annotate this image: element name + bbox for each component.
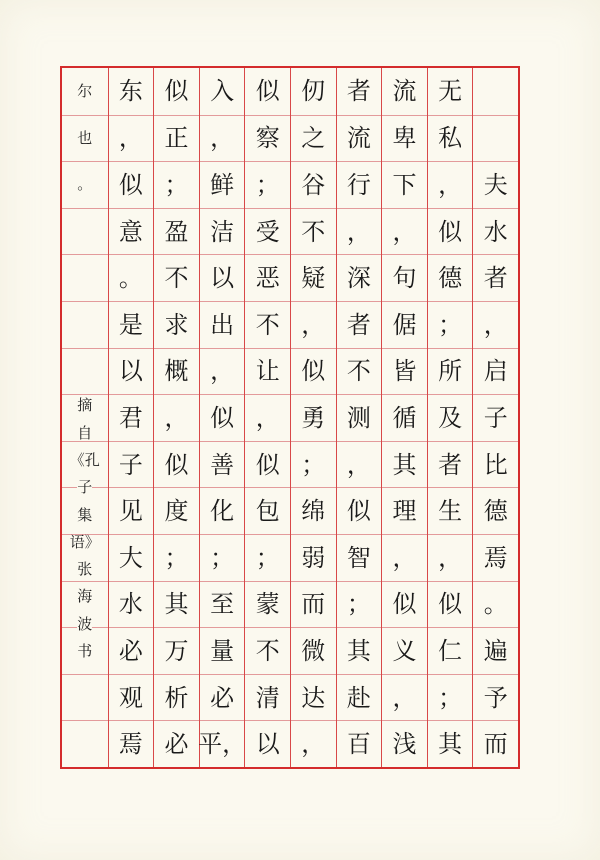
grid-cell: 量 [200, 627, 245, 674]
grid-cell: ， [428, 534, 473, 581]
grid-cell: 似 [428, 581, 473, 628]
grid-cell: 以 [200, 254, 245, 301]
grid-cell: 出 [200, 301, 245, 348]
grid-cell: ， [109, 115, 154, 162]
grid-cell: 谷 [291, 161, 336, 208]
grid-cell: 私 [428, 115, 473, 162]
grid-cell: 德 [473, 487, 518, 534]
grid-cell: 仁 [428, 627, 473, 674]
grid-cell: 流 [392, 77, 417, 106]
grid-cell: 至 [200, 581, 245, 628]
grid-cell: 必 [109, 627, 154, 674]
grid-cell: 是 [109, 301, 154, 348]
grid-cell: 者 [428, 441, 473, 488]
grid-column-7 [336, 68, 382, 767]
grid-cell: 受 [245, 208, 290, 255]
grid-cell: 似 [337, 487, 382, 534]
grid-cell: 义 [382, 627, 427, 674]
grid-cell [62, 720, 108, 767]
grid-cell: 皆 [382, 348, 427, 395]
grid-cell [62, 348, 108, 395]
grid-cell: 似 [245, 441, 290, 488]
grid-cell [62, 674, 108, 721]
grid-cell: 。 [62, 161, 108, 208]
grid-cell: 水 [473, 208, 518, 255]
grid-column-4 [199, 68, 245, 767]
grid-cell: 生 [428, 487, 473, 534]
grid-cell: ， [154, 394, 199, 441]
grid-cell: 焉 [109, 720, 154, 767]
grid-cell: 赴 [337, 674, 382, 721]
grid-column-6 [290, 68, 336, 767]
attribution-char: 书 [77, 642, 93, 661]
grid-cell: 理 [382, 487, 427, 534]
grid-cell: 必 [200, 674, 245, 721]
grid-cell: 入 [210, 77, 235, 106]
grid-cell: 而 [473, 720, 518, 767]
grid-cell: 不 [291, 208, 336, 255]
attribution-char: 语》 [69, 532, 100, 551]
grid-cell: 似 [382, 581, 427, 628]
grid-cell: 疑 [291, 254, 336, 301]
grid-cell: 句 [382, 254, 427, 301]
grid-cell: ； [428, 674, 473, 721]
grid-cell: 达 [291, 674, 336, 721]
grid-column-1 [62, 68, 108, 767]
grid-cell: 深 [337, 254, 382, 301]
grid-cell: 似 [109, 161, 154, 208]
grid-cell: 循 [382, 394, 427, 441]
grid-cell: 君 [109, 394, 154, 441]
grid-cell: 德 [428, 254, 473, 301]
grid-cell: 仞 [301, 77, 326, 106]
grid-cell: 万 [154, 627, 199, 674]
grid-cell: ， [337, 441, 382, 488]
grid-cell: 。 [473, 581, 518, 628]
grid-cell: 洁 [200, 208, 245, 255]
grid-cell: 弱 [291, 534, 336, 581]
grid-cell: ， [291, 720, 336, 767]
grid-cell: ； [291, 441, 336, 488]
grid-cell: ； [428, 301, 473, 348]
grid-cell: 以 [109, 348, 154, 395]
grid-cell: ， [382, 674, 427, 721]
grid-cell: 蒙 [245, 581, 290, 628]
grid-cell: 似 [200, 394, 245, 441]
grid-cell: 下 [382, 161, 427, 208]
grid-cell: 求 [154, 301, 199, 348]
grid-cell: 者 [337, 301, 382, 348]
grid-cell: 似 [164, 77, 189, 106]
grid-cell: ； [154, 534, 199, 581]
grid-cell: 包 [245, 487, 290, 534]
grid-cell: 也 [62, 115, 108, 162]
grid-cell: 似 [154, 441, 199, 488]
character-grid [62, 68, 518, 767]
grid-cell: 者 [473, 254, 518, 301]
grid-cell: 意 [109, 208, 154, 255]
grid-cell: 而 [291, 581, 336, 628]
grid-cell: 勇 [291, 394, 336, 441]
grid-cell: 予 [473, 674, 518, 721]
grid-cell: ； [200, 534, 245, 581]
grid-cell: 所 [428, 348, 473, 395]
grid-cell: ； [245, 534, 290, 581]
grid-cell: 清 [245, 674, 290, 721]
grid-cell: 善 [200, 441, 245, 488]
grid-column-3 [153, 68, 199, 767]
calligraphy-grid-sheet [60, 66, 520, 769]
attribution-char: 自 [77, 423, 93, 442]
grid-cell: 绵 [291, 487, 336, 534]
grid-cell: ， [428, 161, 473, 208]
grid-cell: 让 [245, 348, 290, 395]
grid-cell: 以 [245, 720, 290, 767]
grid-cell: 其 [382, 441, 427, 488]
grid-cell: ， [382, 208, 427, 255]
grid-cell: 微 [291, 627, 336, 674]
grid-cell: 。 [109, 254, 154, 301]
grid-cell: 启 [473, 348, 518, 395]
grid-cell: 智 [337, 534, 382, 581]
grid-cell: 概 [154, 348, 199, 395]
grid-cell [62, 301, 108, 348]
grid-cell: 见 [109, 487, 154, 534]
grid-cell: 度 [154, 487, 199, 534]
attribution-char: 张 [77, 560, 93, 579]
grid-cell: 不 [245, 301, 290, 348]
grid-cell: ； [245, 161, 290, 208]
grid-cell: 不 [245, 627, 290, 674]
grid-cell: ， [473, 301, 518, 348]
grid-cell: 不 [337, 348, 382, 395]
grid-cell: ， [337, 208, 382, 255]
grid-cell: 似 [291, 348, 336, 395]
grid-cell: 浅 [382, 720, 427, 767]
grid-cell: 东 [118, 77, 143, 106]
grid-cell: 其 [337, 627, 382, 674]
grid-cell: 其 [154, 581, 199, 628]
grid-cell: 似 [255, 77, 280, 106]
grid-column-10 [472, 68, 518, 767]
grid-cell: 化 [200, 487, 245, 534]
grid-cell: 焉 [473, 534, 518, 581]
grid-cell: 其 [428, 720, 473, 767]
attribution-char: 子 [77, 478, 93, 497]
attribution-note [62, 398, 108, 659]
grid-cell: 子 [109, 441, 154, 488]
grid-cell: 不 [154, 254, 199, 301]
grid-cell: 流 [337, 115, 382, 162]
grid-cell: 水 [109, 581, 154, 628]
attribution-char: 《孔 [69, 450, 100, 469]
grid-cell: ， [200, 348, 245, 395]
grid-column-9 [427, 68, 473, 767]
grid-cell: 恶 [245, 254, 290, 301]
grid-cell: 比 [473, 441, 518, 488]
grid-cell: ； [154, 161, 199, 208]
grid-cell: 观 [109, 674, 154, 721]
grid-cell [62, 254, 108, 301]
grid-cell: ， [200, 115, 245, 162]
grid-cell: 行 [337, 161, 382, 208]
grid-cell: 百 [337, 720, 382, 767]
grid-column-8 [381, 68, 427, 767]
grid-cell: 子 [473, 394, 518, 441]
grid-cell: 必 [154, 720, 199, 767]
grid-cell: 平， [200, 720, 245, 767]
grid-column-2 [108, 68, 154, 767]
grid-cell: 盈 [154, 208, 199, 255]
grid-cell: 测 [337, 394, 382, 441]
grid-cell [62, 208, 108, 255]
grid-cell: 无 [438, 77, 463, 106]
grid-cell: ， [291, 301, 336, 348]
grid-cell: 似 [428, 208, 473, 255]
grid-cell [473, 115, 518, 162]
attribution-char: 波 [77, 614, 93, 633]
grid-cell: 鲜 [200, 161, 245, 208]
grid-cell: 者 [346, 77, 371, 106]
grid-cell: 及 [428, 394, 473, 441]
grid-cell: 析 [154, 674, 199, 721]
grid-cell: 尔 [77, 81, 93, 100]
grid-cell: ， [382, 534, 427, 581]
grid-cell: ； [337, 581, 382, 628]
grid-cell: 遍 [473, 627, 518, 674]
attribution-char: 海 [77, 587, 93, 606]
grid-cell: 倨 [382, 301, 427, 348]
grid-cell: 察 [245, 115, 290, 162]
grid-cell: 大 [109, 534, 154, 581]
grid-column-5 [244, 68, 290, 767]
grid-cell: 卑 [382, 115, 427, 162]
grid-cell [473, 68, 518, 115]
grid-cell: ， [245, 394, 290, 441]
grid-cell: 正 [154, 115, 199, 162]
grid-cell: 夫 [473, 161, 518, 208]
attribution-char: 摘 [77, 396, 93, 415]
grid-cell: 之 [291, 115, 336, 162]
attribution-char: 集 [77, 505, 93, 524]
